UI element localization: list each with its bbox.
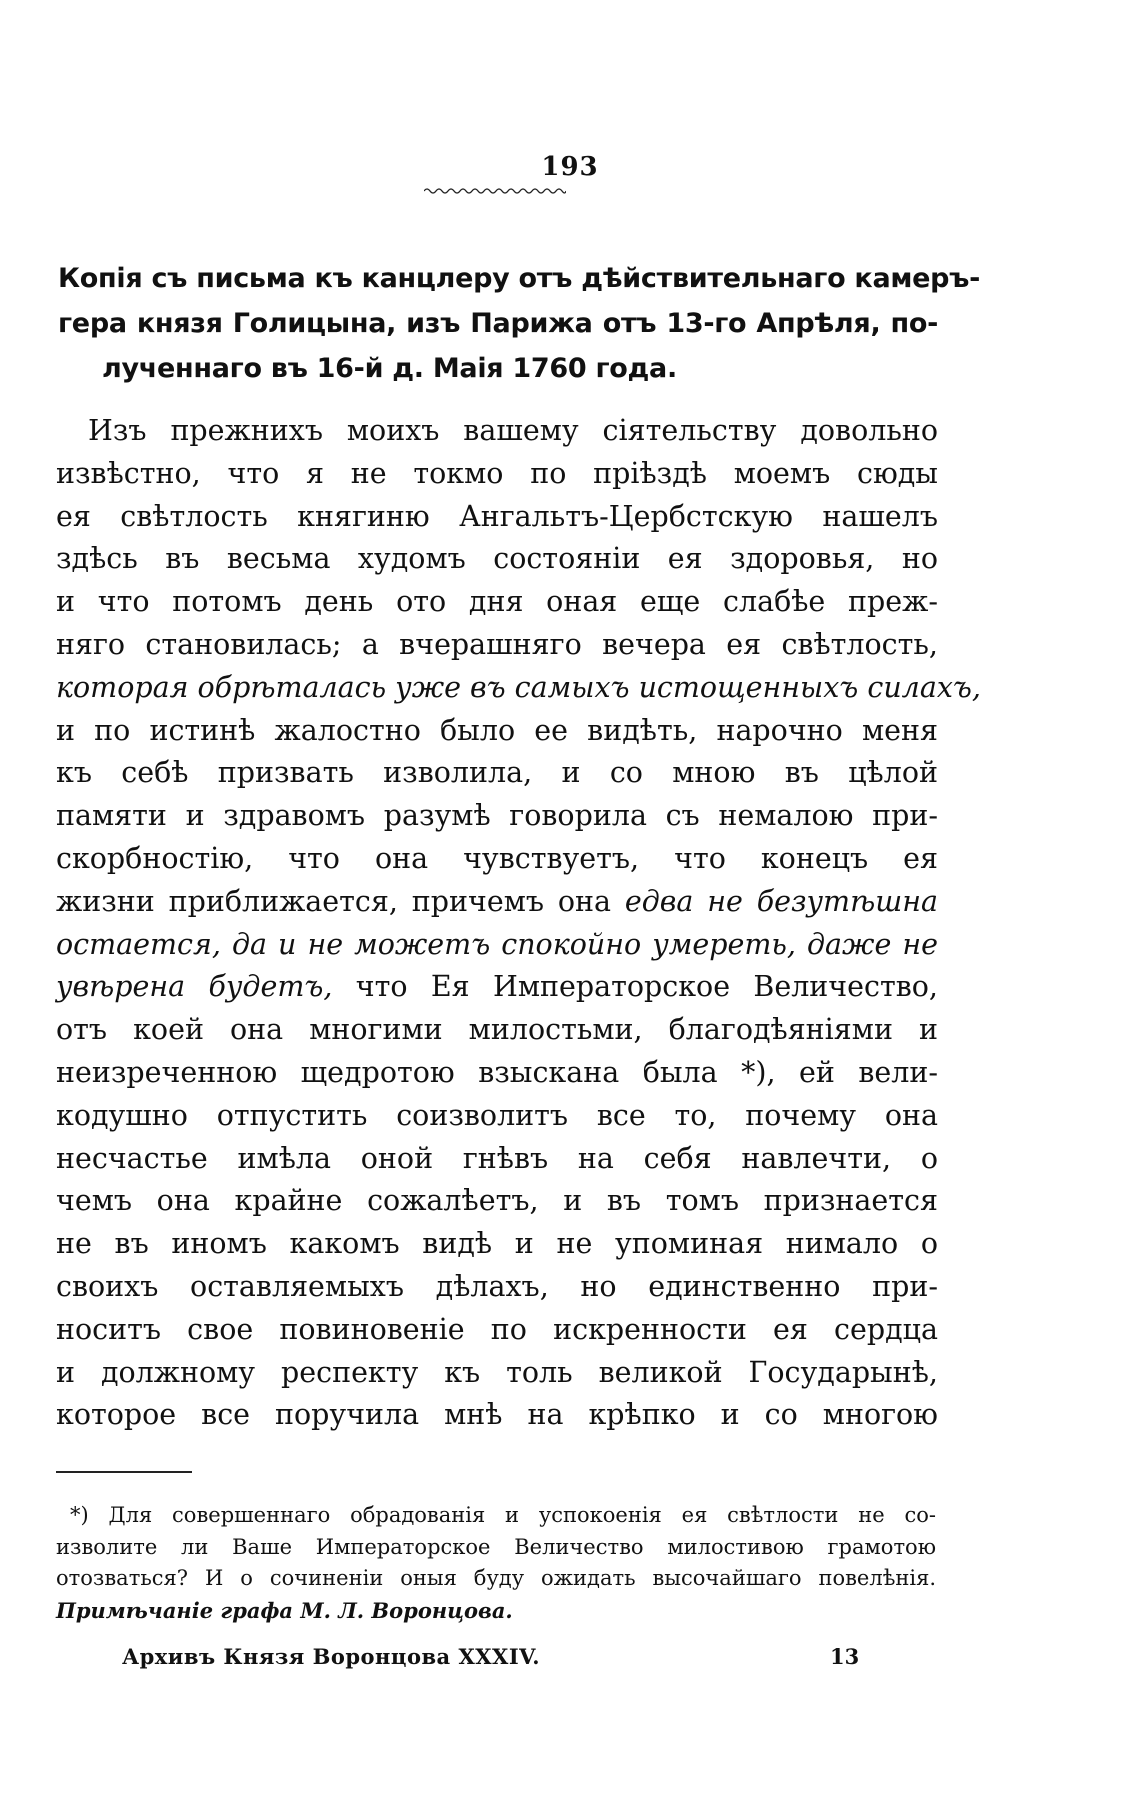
signature-mark: Архивъ Князя Воронцова XXXIV. [122,1644,541,1669]
body-line-italic [56,667,981,710]
footnote-divider [56,1471,192,1473]
page-number: 193 [541,152,599,182]
plain-phrase: жизни приближается, причемъ она [56,884,625,918]
document-heading [58,256,981,391]
letter-body [56,410,981,1437]
body-line: къ себѣ призвать изволила, и со мною въ цѣлой [56,756,938,790]
heading-line: лученнаго въ 16-й д. Маія 1760 года. [102,353,677,384]
footnote-line: изволите ли Ваше Императорское Величество милостивою грамотою [56,1534,936,1559]
body-line: и по истинѣ жалостно было ее видѣть, нарочно меня [56,713,938,747]
body-line: извѣстно, что я не токмо по пріѣздѣ моемъ сюды [56,456,938,490]
heading-line: гера князя Голицына, изъ Парижа отъ 13-го Апрѣля, по- [58,308,938,339]
body-line: кодушно отпустить соизволитъ все то, почему она [56,1098,938,1132]
body-line-italic [56,924,938,967]
footnote [56,1500,936,1626]
body-line: несчастье имѣла оной гнѣвъ на себя навлечти, о [56,1141,938,1175]
body-line: отъ коей она многими милостьми, благодѣяніями и [56,1013,938,1047]
body-line: памяти и здравомъ разумѣ говорила съ немалою при- [56,799,938,833]
body-line: здѣсь въ весьма худомъ состояніи ея здоровья, но [56,542,938,576]
body-line: няго становилась; а вчерашняго вечера ея свѣтлость, [56,627,938,661]
sheet-number: 13 [830,1644,860,1669]
body-line: и должному респекту къ толь великой Государынѣ, [56,1355,938,1389]
body-line: неизреченною щедротою взыскана была *), ей вели- [56,1055,938,1089]
footnote-line: *) Для совершеннаго обрадованія и успокоенія ея свѣтлости не со- [70,1503,936,1527]
wavy-ornament [424,186,566,196]
body-line: не въ иномъ какомъ видѣ и не упоминая нимало о [56,1227,938,1261]
heading-line: Копія съ письма къ канцлеру отъ дѣйствительнаго камеръ- [58,263,981,294]
body-line-mixed [56,881,938,924]
body-line: которое все поручила мнѣ на крѣпко и со многою [56,1398,938,1432]
body-line: и что потомъ день ото дня оная еще слабѣе преж- [56,585,938,619]
italic-phrase: едва не безутѣшна [624,884,938,918]
italic-phrase: которая обрѣталась уже въ самыхъ истощенныхъ силахъ, [56,670,981,704]
footnote-attribution: Примѣчаніе графа М. Л. Воронцова. [56,1597,513,1623]
plain-phrase: что Ея Императорское Величество, [332,970,938,1004]
body-line: чемъ она крайне сожалѣетъ, и въ томъ признается [56,1184,938,1218]
italic-phrase: увѣрена будетъ, [56,970,333,1004]
body-line: Изъ прежнихъ моихъ вашему сіятельству довольно [88,414,938,447]
body-line: носитъ свое повиновеніе по искренности ея сердца [56,1312,938,1346]
footnote-line: отозваться? И о сочиненіи оныя буду ожидать высочайшаго повелѣнія. [56,1566,936,1590]
body-line: ея свѣтлость княгиню Ангальтъ-Цербстскую нашелъ [56,499,938,533]
body-line: своихъ оставляемыхъ дѣлахъ, но единственно при- [56,1269,938,1303]
body-line-mixed [56,966,938,1009]
italic-phrase: остается, да и не можетъ спокойно умереть, даже не [56,927,938,961]
body-line: скорбностію, что она чувствуетъ, что конецъ ея [56,841,938,875]
